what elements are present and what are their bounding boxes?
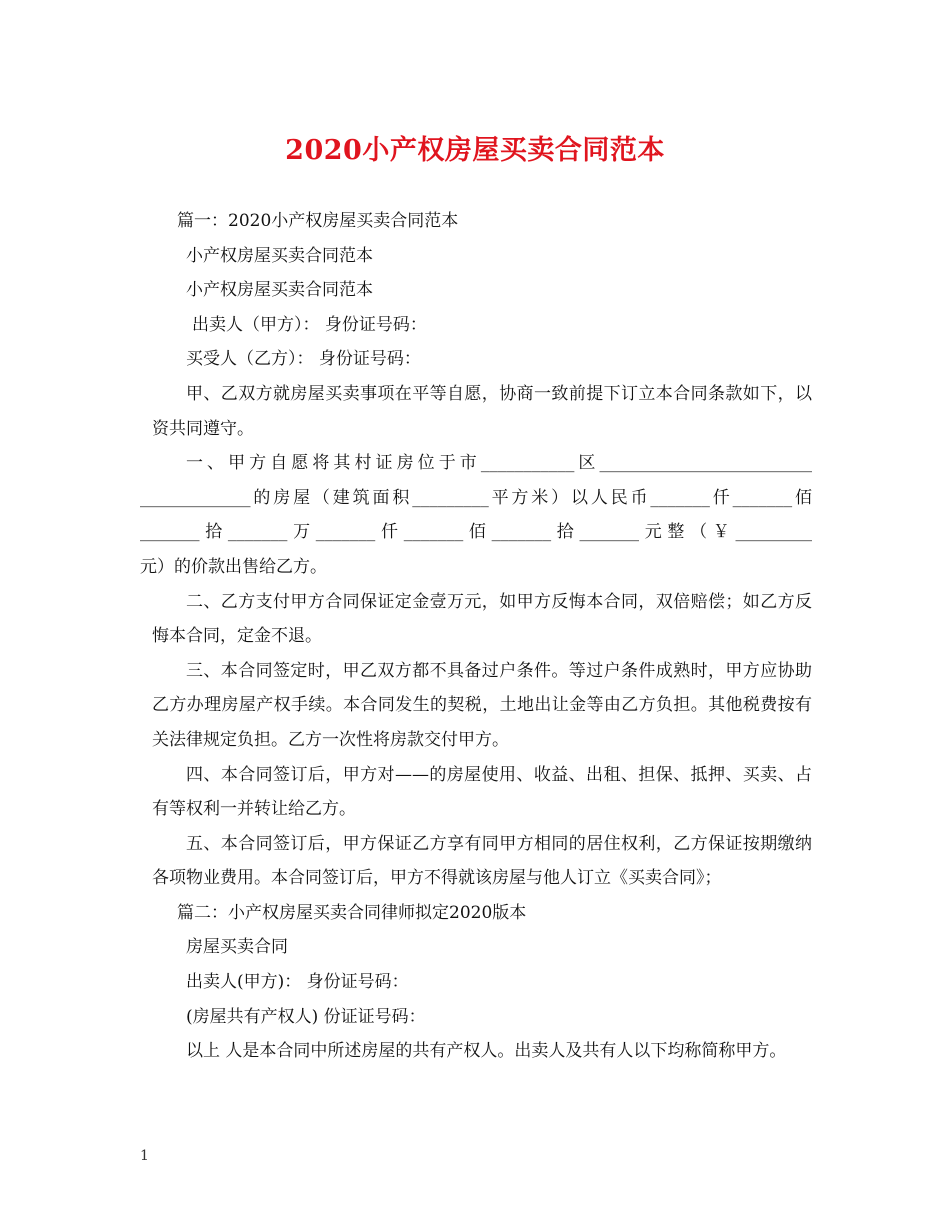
clause-1-line: 元）的价款出售给乙方。 [140, 556, 327, 577]
seller-line: 出卖人(甲方)： 身份证号码： [186, 972, 409, 993]
contract-subtitle: 小产权房屋买卖合同范本 [186, 280, 373, 301]
clause-1-line: _______拾_______万_______仟_______佰_______拾_______元整（￥_________ [140, 522, 812, 543]
co-owner-line: (房屋共有产权人) 份证证号码： [186, 1006, 426, 1027]
document-title: 2020小产权房屋买卖合同范本 [285, 135, 665, 166]
clause-3: 三、本合同签定时，甲乙双方都不具备过户条件。等过户条件成熟时，甲方应协助乙方办理房屋产权手续。本合同发生的契税，土地出让金等由乙方负担。其他税费按有关法律规定负担。乙方一次性将房款交付甲方。 [152, 660, 812, 750]
clause-5: 五、本合同签订后，甲方保证乙方享有同甲方相同的居住权利，乙方保证按期缴纳各项物业费用。本合同签订后，甲方不得就该房屋与他人订立《买卖合同》； [152, 833, 812, 889]
document-body [140, 204, 812, 1069]
page-number: 1 [140, 1148, 149, 1164]
buyer-line: 买受人（乙方）： 身份证号码： [186, 349, 421, 370]
seller-line: 出卖人（甲方）： 身份证号码： [192, 314, 427, 335]
contract-subtitle: 小产权房屋买卖合同范本 [186, 245, 373, 266]
clause-1-line: 一、甲方自愿将其村证房位于市___________区_________________________ [186, 453, 812, 474]
clause-2: 二、乙方支付甲方合同保证定金壹万元，如甲方反悔本合同，双倍赔偿；如乙方反悔本合同，定金不退。 [152, 591, 812, 647]
section-heading-1: 篇一：2020小产权房屋买卖合同范本 [177, 211, 459, 231]
paragraph: 甲、乙双方就房屋买卖事项在平等自愿，协商一致前提下订立本合同条款如下，以资共同遵守。 [152, 383, 812, 439]
clause-1-line: _____________的房屋（建筑面积_________平方米）以人民币_______仟_______佰 [140, 487, 812, 508]
clause-4: 四、本合同签订后，甲方对——的房屋使用、收益、出租、担保、抵押、买卖、占有等权利一并转让给乙方。 [152, 764, 812, 820]
section-heading-2: 篇二：小产权房屋买卖合同律师拟定2020版本 [177, 902, 527, 923]
paragraph: 以上 人是本合同中所述房屋的共有产权人。出卖人及共有人以下均称简称甲方。 [186, 1041, 787, 1062]
contract-subtitle: 房屋买卖合同 [186, 937, 288, 958]
